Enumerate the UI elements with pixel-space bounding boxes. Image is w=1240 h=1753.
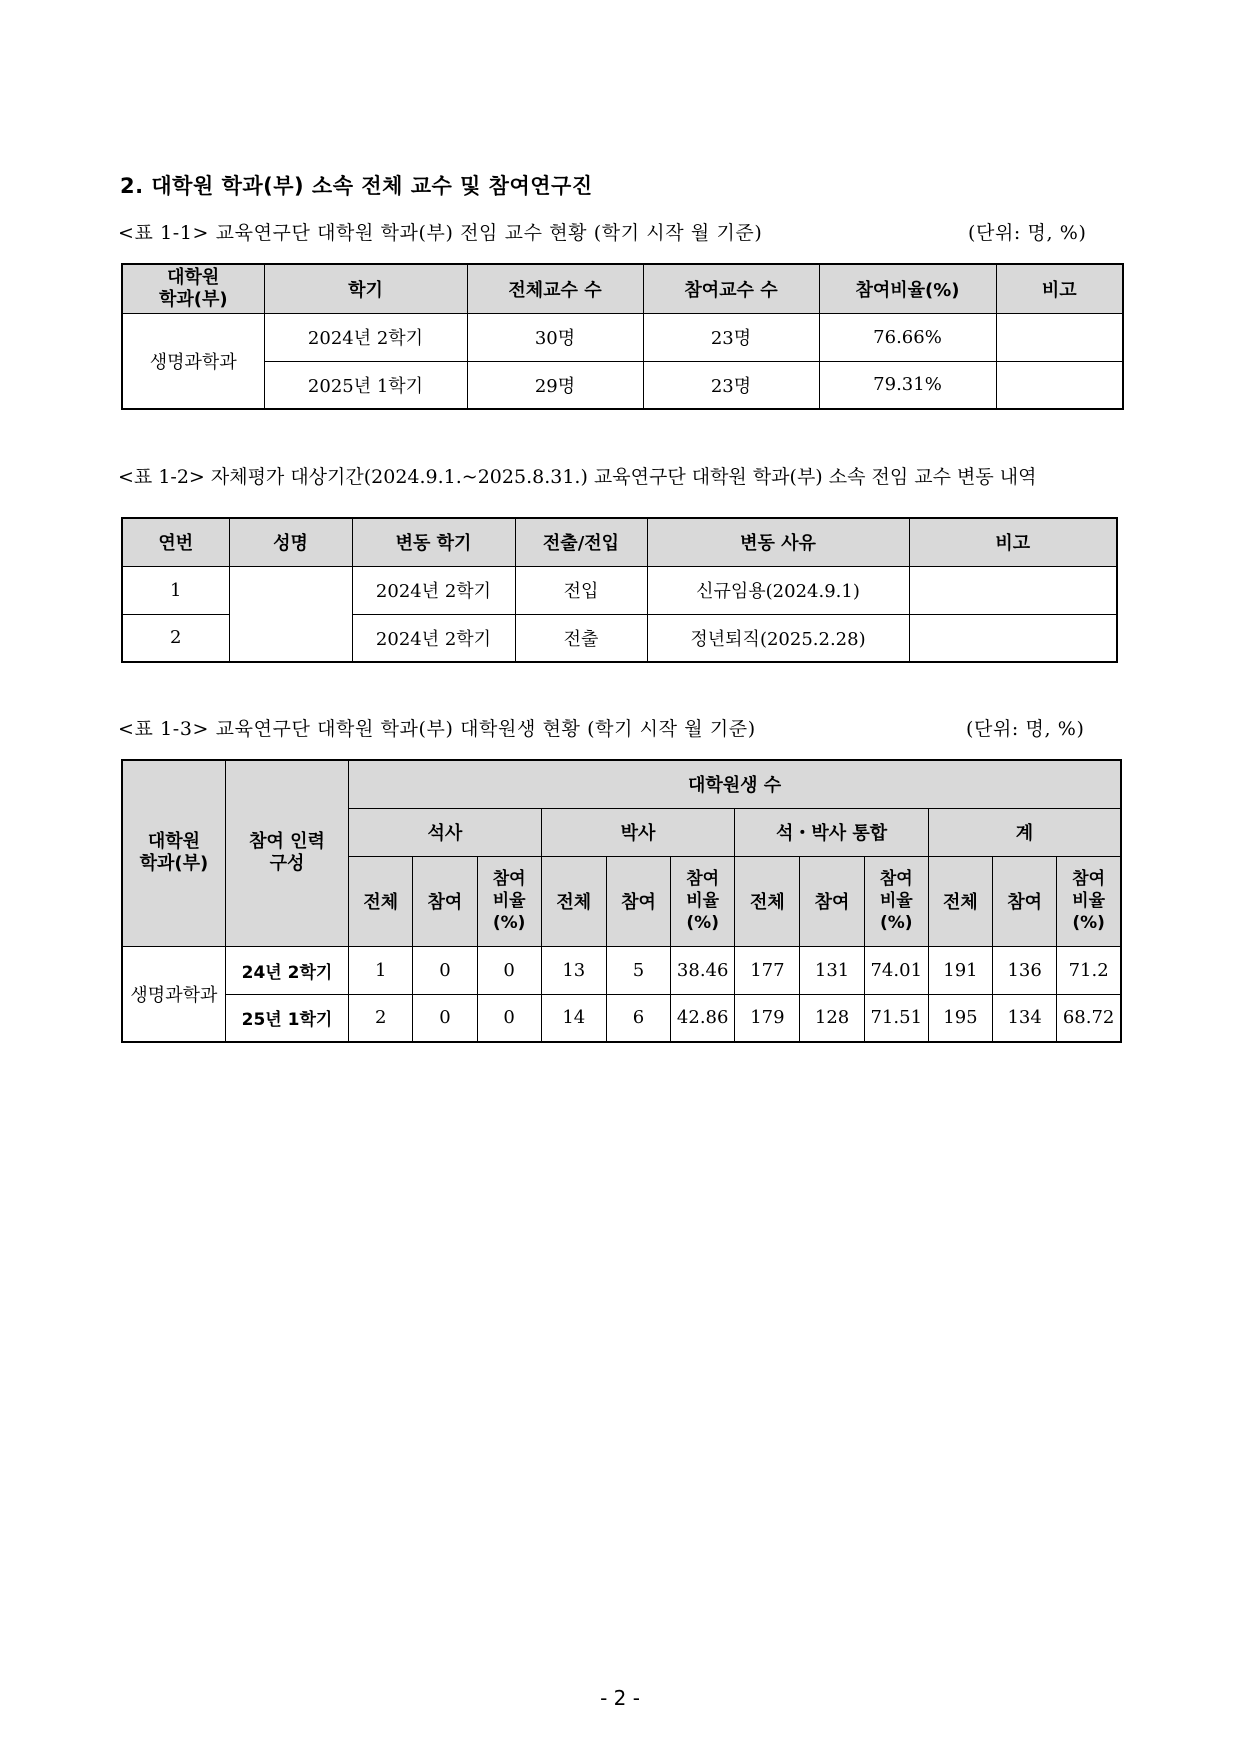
table-header-row	[122, 264, 1123, 313]
header-reason: 변동 사유	[647, 518, 909, 566]
section-heading: 2. 대학원 학과(부) 소속 전체 교수 및 참여연구진	[120, 174, 593, 198]
name-cell	[229, 566, 352, 614]
reason-cell: 정년퇴직(2025.2.28)	[647, 614, 909, 662]
faculty-status-table	[121, 263, 1124, 410]
note-cell	[909, 566, 1117, 614]
header-ratio: 참여비율(%)	[819, 264, 996, 313]
value-cell: 128	[800, 994, 864, 1042]
name-cell	[229, 614, 352, 662]
total-cell: 30명	[467, 313, 643, 361]
participating-cell: 23명	[643, 361, 819, 409]
value-cell: 38.46	[671, 946, 735, 994]
participating-cell: 23명	[643, 313, 819, 361]
note-cell	[996, 361, 1123, 409]
value-cell: 0	[413, 946, 477, 994]
header-no: 연번	[122, 518, 229, 566]
header-integrated: 석・박사 통합	[735, 808, 929, 856]
header-sum: 계	[928, 808, 1121, 856]
value-cell: 14	[541, 994, 606, 1042]
value-cell: 2	[349, 994, 413, 1042]
value-cell: 68.72	[1057, 994, 1121, 1042]
header-term: 변동 학기	[352, 518, 515, 566]
header-doctoral: 박사	[541, 808, 735, 856]
value-cell: 71.51	[864, 994, 928, 1042]
table1-unit: (단위: 명, %)	[968, 222, 1087, 244]
term-cell: 2025년 1학기	[264, 361, 467, 409]
value-cell: 42.86	[671, 994, 735, 1042]
header-student-count: 대학원생 수	[349, 760, 1121, 808]
header-note: 비고	[909, 518, 1117, 566]
header-ratio: 참여 비율 (%)	[671, 856, 735, 946]
type-cell: 전출	[515, 614, 647, 662]
value-cell: 74.01	[864, 946, 928, 994]
term-cell: 2024년 2학기	[352, 566, 515, 614]
type-cell: 전입	[515, 566, 647, 614]
header-participating: 참여	[413, 856, 477, 946]
no-cell: 2	[122, 614, 229, 662]
header-total: 전체교수 수	[467, 264, 643, 313]
header-ratio: 참여 비율 (%)	[864, 856, 928, 946]
value-cell: 71.2	[1057, 946, 1121, 994]
table1-caption: <표 1-1> 교육연구단 대학원 학과(부) 전임 교수 현황 (학기 시작 월 기준)	[118, 222, 763, 244]
value-cell: 0	[477, 994, 541, 1042]
value-cell: 179	[735, 994, 800, 1042]
term-cell: 25년 1학기	[225, 994, 348, 1042]
graduate-students-table	[121, 759, 1122, 1043]
value-cell: 134	[993, 994, 1057, 1042]
term-cell: 2024년 2학기	[264, 313, 467, 361]
term-cell: 24년 2학기	[225, 946, 348, 994]
total-cell: 29명	[467, 361, 643, 409]
value-cell: 0	[413, 994, 477, 1042]
value-cell: 6	[606, 994, 670, 1042]
table-header-row	[122, 518, 1117, 566]
table-row	[122, 566, 1117, 614]
value-cell: 5	[606, 946, 670, 994]
ratio-cell: 79.31%	[819, 361, 996, 409]
header-total: 전체	[735, 856, 800, 946]
value-cell: 177	[735, 946, 800, 994]
term-cell: 2024년 2학기	[352, 614, 515, 662]
table3-caption-row	[118, 714, 1118, 741]
value-cell: 191	[928, 946, 992, 994]
no-cell: 1	[122, 566, 229, 614]
header-ratio: 참여 비율 (%)	[1057, 856, 1121, 946]
value-cell: 1	[349, 946, 413, 994]
dept-cell: 생명과학과	[122, 946, 225, 1042]
note-cell	[996, 313, 1123, 361]
page-number: - 2 -	[600, 1686, 640, 1710]
header-participating: 참여	[993, 856, 1057, 946]
table-row	[122, 313, 1123, 361]
value-cell: 195	[928, 994, 992, 1042]
value-cell: 13	[541, 946, 606, 994]
header-total: 전체	[928, 856, 992, 946]
header-participating: 참여	[606, 856, 670, 946]
faculty-change-table	[121, 517, 1118, 663]
header-total: 전체	[349, 856, 413, 946]
header-masters: 석사	[349, 808, 542, 856]
reason-cell: 신규임용(2024.9.1)	[647, 566, 909, 614]
value-cell: 131	[800, 946, 864, 994]
ratio-cell: 76.66%	[819, 313, 996, 361]
header-type: 전출/전입	[515, 518, 647, 566]
header-dept: 대학원 학과(부)	[122, 760, 225, 946]
header-name: 성명	[229, 518, 352, 566]
header-note: 비고	[996, 264, 1123, 313]
header-composition: 참여 인력 구성	[225, 760, 348, 946]
table3-unit: (단위: 명, %)	[966, 718, 1085, 740]
value-cell: 0	[477, 946, 541, 994]
table-row	[122, 361, 1123, 409]
table-row	[122, 614, 1117, 662]
header-ratio: 참여 비율 (%)	[477, 856, 541, 946]
table3-caption: <표 1-3> 교육연구단 대학원 학과(부) 대학원생 현황 (학기 시작 월 기준)	[118, 718, 756, 740]
header-participating: 참여	[800, 856, 864, 946]
table1-caption-row	[118, 218, 1118, 245]
table2-caption: <표 1-2> 자체평가 대상기간(2024.9.1.~2025.8.31.) 교육연구단 대학원 학과(부) 소속 전임 교수 변동 내역	[118, 466, 1037, 488]
table-header-row	[122, 760, 1121, 808]
header-participating: 참여교수 수	[643, 264, 819, 313]
table-row	[122, 946, 1121, 994]
table-row	[122, 994, 1121, 1042]
value-cell: 136	[993, 946, 1057, 994]
dept-cell: 생명과학과	[122, 313, 264, 409]
header-term: 학기	[264, 264, 467, 313]
note-cell	[909, 614, 1117, 662]
header-total: 전체	[541, 856, 606, 946]
header-dept: 대학원 학과(부)	[122, 264, 264, 313]
